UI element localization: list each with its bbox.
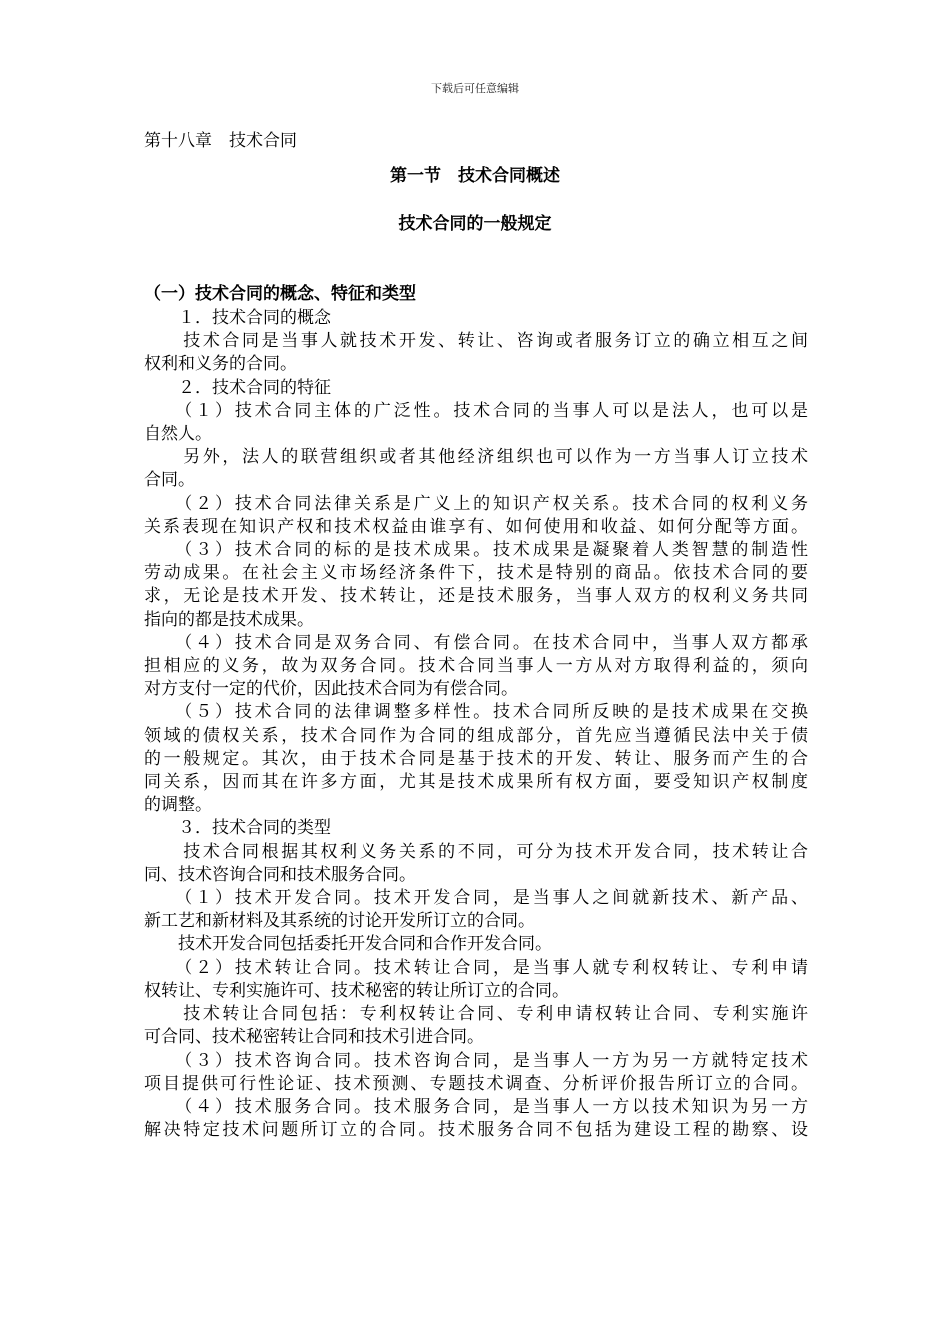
document-body xyxy=(144,282,808,1142)
text-line: 劳动成果。在社会主义市场经济条件下，技术是特别的商品。依技术合同的要 xyxy=(144,563,808,584)
text-line: １．技术合同的概念 xyxy=(144,308,331,328)
text-line: 求，无论是技术开发、技术转让，还是技术服务，当事人双方的权利义务共同 xyxy=(144,586,808,607)
text-line: ２．技术合同的特征 xyxy=(144,377,331,398)
text-line: （２）技术转让合同。技术转让合同，是当事人就专利权转让、专利申请 xyxy=(144,957,808,978)
text-line: ３．技术合同的类型 xyxy=(144,818,331,839)
text-line: （３）技术合同的标的是技术成果。技术成果是凝聚着人类智慧的制造性 xyxy=(144,540,808,561)
text-line: （４）技术服务合同。技术服务合同，是当事人一方以技术知识为另一方 xyxy=(144,1096,808,1117)
text-line: 可合同、技术秘密转让合同和技术引进合同。 xyxy=(144,1027,484,1048)
section-title: 第一节 技术合同概述 xyxy=(390,166,560,186)
text-line: （５）技术合同的法律调整多样性。技术合同所反映的是技术成果在交换 xyxy=(144,702,808,723)
text-line: 技术开发合同包括委托开发合同和合作开发合同。 xyxy=(144,934,552,955)
text-line: 指向的都是技术成果。 xyxy=(144,609,314,630)
text-line: 权转让、专利实施许可、技术秘密的转让所订立的合同。 xyxy=(144,980,569,1001)
text-line: （２）技术合同法律关系是广义上的知识产权关系。技术合同的权利义务 xyxy=(144,493,808,514)
text-line: 项目提供可行性论证、技术预测、专题技术调查、分析评价报告所订立的合同。 xyxy=(144,1073,808,1094)
text-line: （３）技术咨询合同。技术咨询合同，是当事人一方为另一方就特定技术 xyxy=(144,1050,808,1071)
text-line: 新工艺和新材料及其系统的讨论开发所订立的合同。 xyxy=(144,911,535,932)
text-line: 自然人。 xyxy=(144,424,212,445)
text-line: 担相应的义务，故为双务合同。技术合同当事人一方从对方取得利益的，须向 xyxy=(144,656,808,677)
text-line: 关系表现在知识产权和技术权益由谁享有、如何使用和收益、如何分配等方面。 xyxy=(144,516,808,537)
text-line: （１）技术合同主体的广泛性。技术合同的当事人可以是法人，也可以是 xyxy=(144,400,808,421)
subsection-title: 技术合同的一般规定 xyxy=(398,214,552,234)
text-line: （４）技术合同是双务合同、有偿合同。在技术合同中，当事人双方都承 xyxy=(144,632,808,653)
text-line: 权利和义务的合同。 xyxy=(144,354,297,375)
text-line: 另外，法人的联营组织或者其他经济组织也可以作为一方当事人订立技术 xyxy=(144,447,808,468)
text-line: 合同。 xyxy=(144,470,195,491)
text-line: 领域的债权关系，技术合同作为合同的组成部分，首先应当遵循民法中关于债 xyxy=(144,725,808,746)
text-line: 技术转让合同包括：专利权转让合同、专利申请权转让合同、专利实施许 xyxy=(144,1004,808,1025)
section-heading: （一）技术合同的概念、特征和类型 xyxy=(144,284,416,304)
text-line: 对方支付一定的代价，因此技术合同为有偿合同。 xyxy=(144,679,518,700)
text-line: 的调整。 xyxy=(144,795,212,816)
text-line: 解决特定技术问题所订立的合同。技术服务合同不包括为建设工程的勘察、设 xyxy=(144,1120,808,1141)
text-line: （１）技术开发合同。技术开发合同，是当事人之间就新技术、新产品、 xyxy=(144,888,808,909)
header-note: 下载后可任意编辑 xyxy=(431,82,519,95)
text-line: 的一般规定。其次，由于技术合同是基于技术的开发、转让、服务而产生的合 xyxy=(144,748,808,769)
text-line: 同关系，因而其在许多方面，尤其是技术成果所有权方面，要受知识产权制度 xyxy=(144,772,808,793)
chapter-title: 第十八章 技术合同 xyxy=(144,131,297,151)
text-line: 技术合同根据其权利义务关系的不同，可分为技术开发合同，技术转让合 xyxy=(144,841,808,862)
text-line: 同、技术咨询合同和技术服务合同。 xyxy=(144,864,416,885)
text-line: 技术合同是当事人就技术开发、转让、咨询或者服务订立的确立相互之间 xyxy=(144,331,808,352)
